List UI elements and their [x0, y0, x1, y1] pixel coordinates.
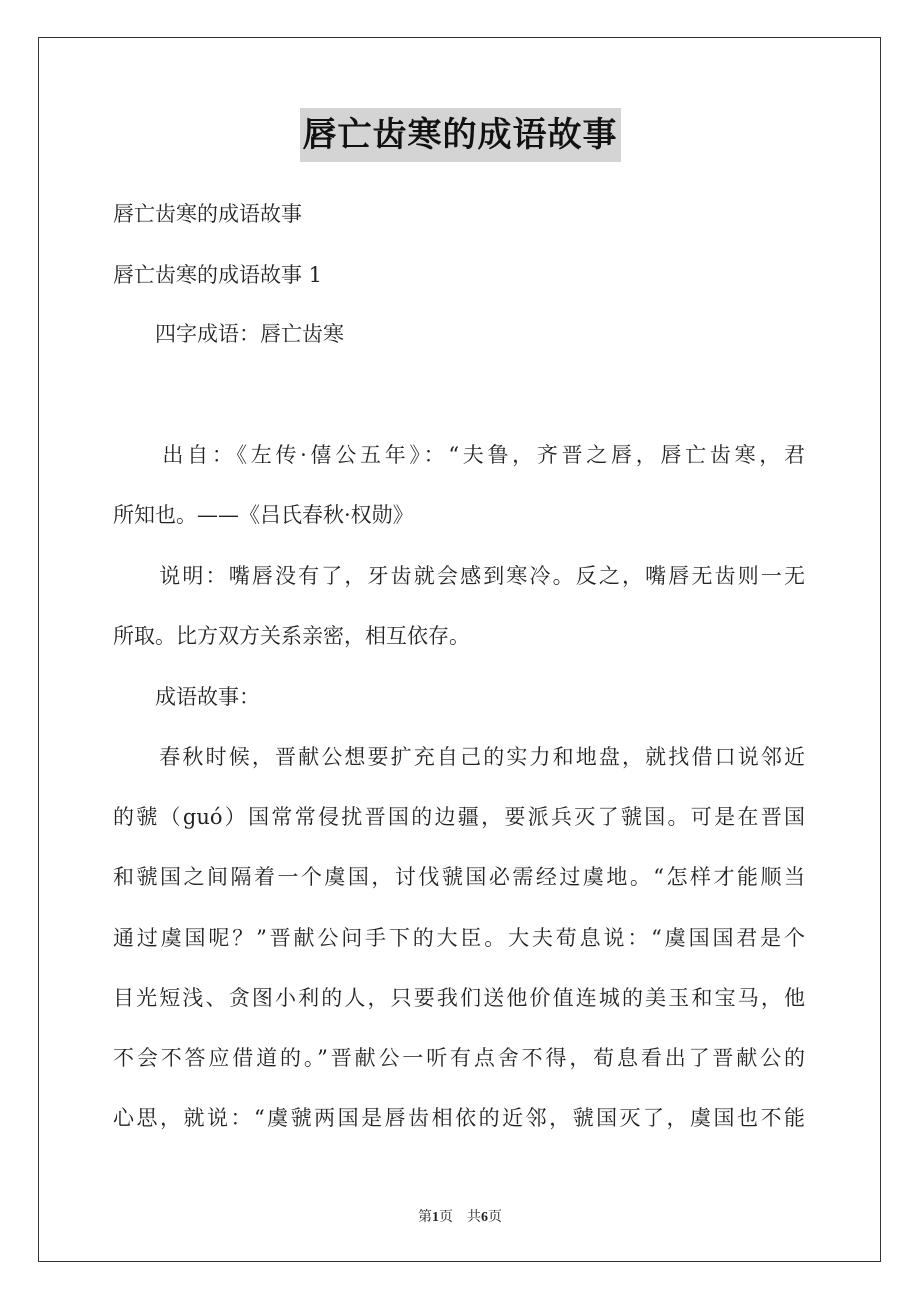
body-line: 目光短浅、贪图小利的人，只要我们送他价值连城的美玉和宝马，他	[113, 986, 805, 1010]
body-line: 所知也。——《吕氏春秋·权勋》	[113, 503, 414, 527]
footer-total-pages: 6	[481, 1210, 488, 1225]
body-line: 不会不答应借道的。”晋献公一听有点舍不得，荀息看出了晋献公的	[113, 1046, 805, 1070]
body-line: 说明：嘴唇没有了，牙齿就会感到寒冷。反之，嘴唇无齿则一无	[113, 564, 805, 588]
footer-mid: 页 共	[439, 1210, 481, 1225]
body-line: 成语故事：	[113, 685, 260, 709]
body-line: 和虢国之间隔着一个虞国，讨伐虢国必需经过虞地。“怎样才能顺当	[113, 865, 805, 889]
page-footer	[0, 1206, 920, 1226]
footer-prefix: 第	[418, 1210, 432, 1225]
body-line: 的虢（guó）国常常侵扰晋国的边疆，要派兵灭了虢国。可是在晋国	[113, 805, 805, 829]
body-line: 所取。比方双方关系亲密，相互依存。	[113, 624, 470, 648]
body-line: 春秋时候，晋献公想要扩充自己的实力和地盘，就找借口说邻近	[113, 745, 805, 769]
body-line: 出自：《左传·僖公五年》：“夫鲁，齐晋之唇，唇亡齿寒，君	[113, 443, 805, 467]
footer-suffix: 页	[488, 1210, 502, 1225]
body-line: 心思，就说：“虞虢两国是唇齿相依的近邻，虢国灭了，虞国也不能	[113, 1106, 805, 1130]
body-line: 唇亡齿寒的成语故事	[113, 202, 302, 226]
document-title: 唇亡齿寒的成语故事	[300, 108, 621, 162]
body-line: 唇亡齿寒的成语故事 1	[113, 263, 323, 287]
body-line: 四字成语：唇亡齿寒	[113, 322, 344, 346]
title-container	[0, 108, 920, 162]
footer-page-number: 1	[432, 1210, 439, 1225]
body-line: 通过虞国呢？”晋献公问手下的大臣。大夫荀息说：“虞国国君是个	[113, 926, 805, 950]
